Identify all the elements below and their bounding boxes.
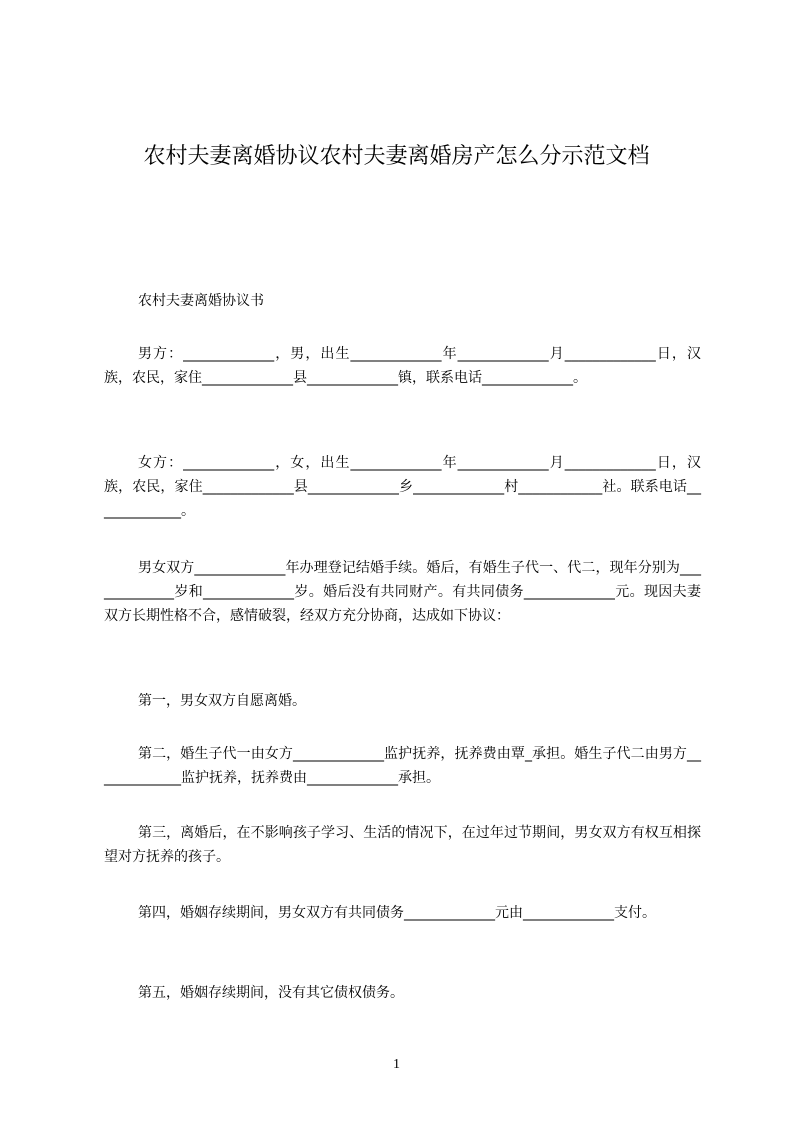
document-title: 农村夫妻离婚协议农村夫妻离婚房产怎么分示范文档: [143, 144, 650, 169]
paragraph-husband-info: 男方：_____________，男，出生_____________年_____________月_____________日，汉族，农民，家住_____________县_____________镇，联系电话_____________。: [104, 346, 701, 386]
paragraph-wife-info: 女方：_____________，女，出生_____________年_____________月_____________日，汉族，农民，家住_____________县_____________乡_____________村____________社。联系电话_____________。: [104, 455, 701, 519]
paragraph-article-4: 第四，婚姻存续期间，男女双方有共同债务_____________元由_____________支付。: [138, 905, 656, 921]
paragraph-article-1: 第一，男女双方自愿离婚。: [138, 693, 306, 709]
paragraph-article-5: 第五，婚姻存续期间，没有其它债权债务。: [138, 985, 404, 1001]
paragraph-article-2: 第二，婚生子代一由女方_____________监护抚养，抚养费由覃_承担。婚生子代二由男方_____________监护抚养，抚养费由_____________承担。: [104, 746, 701, 786]
paragraph-article-3: 第三，离婚后，在不影响孩子学习、生活的情况下，在过年过节期间，男女双方有权互相探望对方抚养的孩子。: [104, 825, 701, 865]
paragraph-marriage-info: 男女双方_____________年办理登记结婚手续。婚后，有婚生子代一、代二，现年分别为_____________岁和_____________岁。婚后没有共同财产。有共同债务_____________元。现因夫妻双方长期性格不合，感情破裂，经双方充分协商，达成如下协议：: [104, 560, 701, 624]
page-number: 1: [393, 1057, 400, 1072]
agreement-heading: 农村夫妻离婚协议书: [138, 293, 264, 309]
